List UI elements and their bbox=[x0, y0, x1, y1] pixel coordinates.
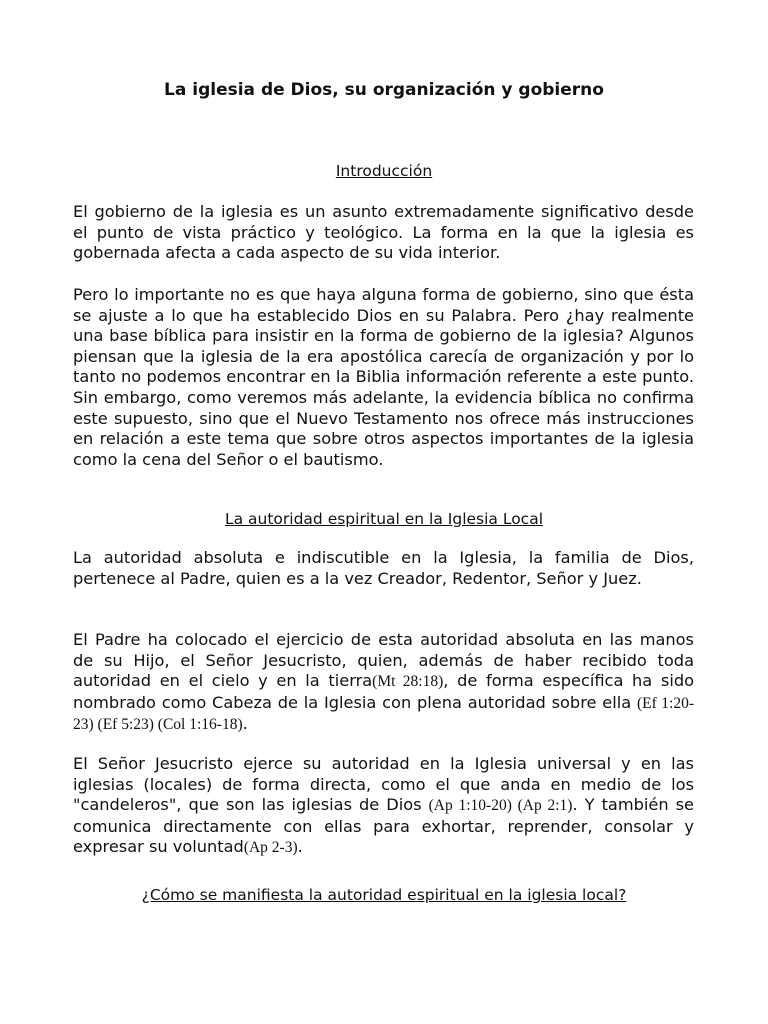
scripture-reference: (Ef 1:20-23) (Ef 5:23) (Col 1:16-18) bbox=[73, 694, 694, 734]
paragraph-text: , de forma específica ha sido nombrado como Cabeza de la Iglesia con plena autoridad sobre ella bbox=[73, 671, 695, 712]
paragraph-autoridad-1: La autoridad absoluta e indiscutible en la Iglesia, la familia de Dios, pertenece al Padre, quien es a la vez Creador, Redentor, Señor y Juez. bbox=[73, 548, 694, 588]
paragraph-text: El Señor Jesucristo ejerce su autoridad en la Iglesia universal y en las iglesias (locales) de forma directa, como el que anda en medio de los "candeleros", que son las iglesias de Dios bbox=[73, 754, 694, 815]
paragraph-text: . Y también se comunica directamente con ellas para exhortar, reprender, consolar y expresar su voluntad bbox=[73, 795, 695, 857]
section-heading-manifestacion: ¿Cómo se manifiesta la autoridad espiritual en la iglesia local? bbox=[141, 886, 627, 904]
scripture-reference: (Ap 1:10-20) (Ap 2:1) bbox=[428, 797, 573, 815]
paragraph-autoridad-3 bbox=[73, 754, 694, 859]
document-title: La iglesia de Dios, su organización y gobierno bbox=[164, 80, 604, 100]
scripture-reference: (Mt 28:18) bbox=[372, 673, 444, 691]
paragraph-text: . bbox=[297, 837, 303, 857]
paragraph-autoridad-2 bbox=[73, 630, 694, 736]
paragraph-text: El Padre ha colocado el ejercicio de esta autoridad absoluta en las manos de su Hijo, el Señor Jesucristo, quien, además de haber recibido toda autoridad en el cielo y en la tierra bbox=[73, 630, 694, 691]
paragraph-intro-2: Pero lo importante no es que haya alguna forma de gobierno, sino que ésta se ajuste a lo que ha establecido Dios en su Palabra. Pero ¿hay realmente una base bíblica para insistir en la forma de gobierno de la iglesia? Algunos piensan que la iglesia de la era apostólica carecía de organización y por lo tanto no podemos encontrar en la Biblia información referente a este punto. Sin embargo, como veremos más adelante, la evidencia bíblica no confirma este supuesto, sino que el Nuevo Testamento nos ofrece más instrucciones en relación a este tema que sobre otros aspectos importantes de la iglesia como la cena del Señor o el bautismo. bbox=[73, 285, 694, 469]
paragraph-intro-1: El gobierno de la iglesia es un asunto extremadamente significativo desde el punto de vista práctico y teológico. La forma en la que la iglesia es gobernada afecta a cada aspecto de su vida interior. bbox=[73, 202, 694, 263]
section-heading-introduccion: Introducción bbox=[335, 162, 433, 180]
scripture-reference: (Ap 2-3) bbox=[243, 839, 298, 857]
section-heading-autoridad: La autoridad espiritual en la Iglesia Local bbox=[224, 510, 544, 528]
paragraph-text: . bbox=[242, 714, 248, 734]
